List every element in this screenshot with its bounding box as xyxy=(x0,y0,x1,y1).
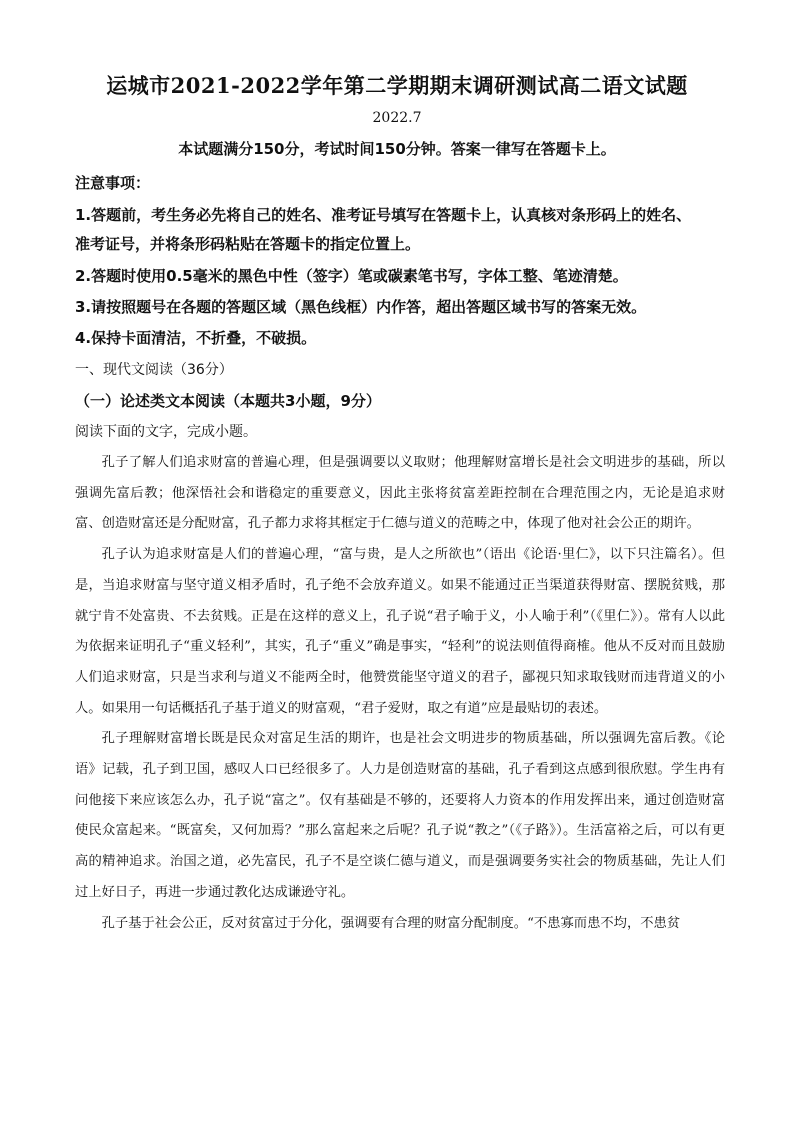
notice-item: 4.保持卡面清洁，不折叠，不破损。 xyxy=(75,329,317,347)
notice-item: 3.请按照题号在各题的答题区域（黑色线框）内作答，超出答题区域书写的答案无效。 xyxy=(75,298,647,316)
passage-paragraph: 孔子理解财富增长既是民众对富足生活的期许，也是社会文明进步的物质基础，所以强调先富后教。《论语》记载，孔子到卫国，感叹人口已经很多了。人力是创造财富的基础，孔子看到这点感到很欣慰。学生冉有问他接下来应该怎么办，孔子说“富之”。仅有基础是不够的，还要将人力资本的作用发挥出来，通过创造财富使民众富起来。“既富矣，又何加焉？”那么富起来之后呢？孔子说“教之”（《子路》）。生活富裕之后，可以有更高的精神追求。治国之道，必先富民，孔子不是空谈仁德与道义，而是强调要务实社会的物质基础，先让人们过上好日子，再进一步通过教化达成谦逊守礼。 xyxy=(75,731,725,900)
notice-heading: 注意事项： xyxy=(75,174,151,192)
exam-title: 运城市2021-2022学年第二学期期末调研测试高二语文试题 xyxy=(106,73,688,98)
notice-item: 1.答题前，考生务必先将自己的姓名、准考证号填写在答题卡上，认真核对条形码上的姓名、 xyxy=(75,206,692,224)
reading-instruction: 阅读下面的文字，完成小题。 xyxy=(75,424,257,440)
exam-intro: 本试题满分150分，考试时间150分钟。答案一律写在答题卡上。 xyxy=(178,140,616,158)
reading-passage xyxy=(75,448,725,939)
notice-item: 准考证号，并将条形码粘贴在答题卡的指定位置上。 xyxy=(75,235,421,253)
passage-paragraph: 孔子了解人们追求财富的普遍心理，但是强调要以义取财；他理解财富增长是社会文明进步的基础，所以强调先富后教；他深悟社会和谐稳定的重要意义，因此主张将贫富差距控制在合理范围之内，无论是追求财富、创造财富还是分配财富，孔子都力求将其框定于仁德与道义的范畴之中，体现了他对社会公正的期许。 xyxy=(75,455,725,532)
passage-paragraph: 孔子认为追求财富是人们的普遍心理，“富与贵，是人之所欲也”（语出《论语·里仁》，以下只注篇名）。但是，当追求财富与坚守道义相矛盾时，孔子绝不会放弃道义。如果不能通过正当渠道获得财富、摆脱贫贱，那就宁肯不处富贵、不去贫贱。正是在这样的意义上，孔子说“君子喻于义，小人喻于利”（《里仁》）。常有人以此为依据来证明孔子“重义轻利”，其实，孔子“重义”确是事实，“轻利”的说法则值得商榷。他从不反对而且鼓励人们追求财富，只是当求利与道义不能两全时，他赞赏能坚守道义的君子，鄙视只知求取钱财而违背道义的小人。如果用一句话概括孔子基于道义的财富观，“君子爱财，取之有道”应是最贴切的表述。 xyxy=(75,547,725,716)
notice-item: 2.答题时使用0.5毫米的黑色中性（签字）笔或碳素笔书写，字体工整、笔迹清楚。 xyxy=(75,267,628,285)
section-subheading: （一）论述类文本阅读（本题共3小题，9分） xyxy=(75,392,381,410)
exam-date: 2022.7 xyxy=(372,110,422,126)
section-heading: 一、现代文阅读（36分） xyxy=(75,362,233,378)
passage-paragraph: 孔子基于社会公正，反对贫富过于分化，强调要有合理的财富分配制度。“不患寡而患不均，不患贫 xyxy=(101,915,681,931)
